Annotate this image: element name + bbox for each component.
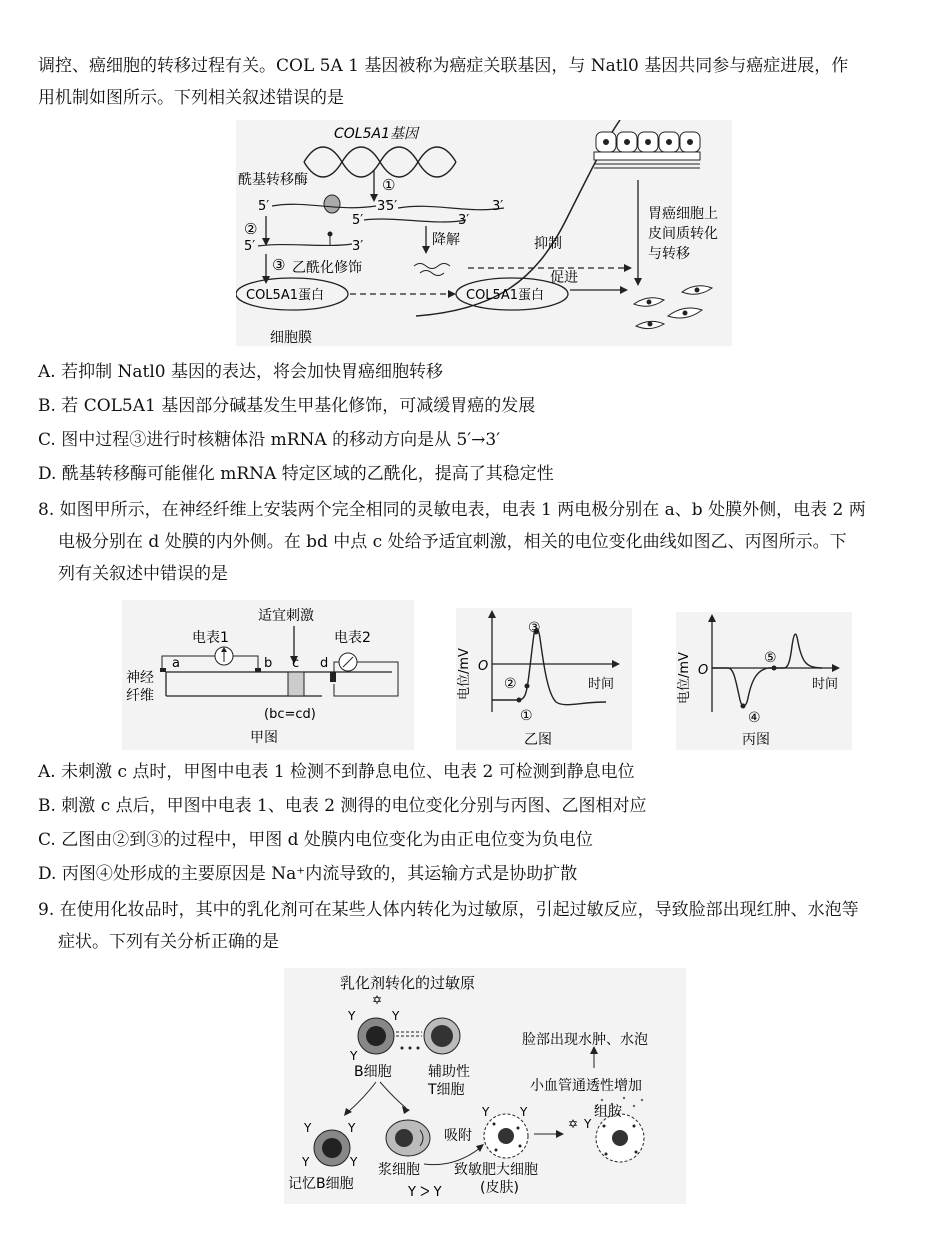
membrane-label: 细胞膜 [270,330,312,346]
enzyme-icon [324,195,340,213]
acetyl-group-icon [328,232,333,237]
svg-text:Y: Y [350,1049,358,1063]
svg-text:②: ② [244,220,258,238]
meter2-label: 电表2 [334,630,371,646]
svg-text:Y: Y [482,1105,490,1119]
svg-text:Y: Y [348,1009,356,1023]
q8-option-a: A. 未刺激 c 点时，甲图中电表 1 检测不到静息电位、电表 2 可检测到静息电位 [38,762,635,782]
inhibit-label: 抑制 [534,236,562,252]
svg-text:Y: Y [348,1121,356,1135]
meter1-label: 电表1 [192,630,229,646]
q9-figure [284,968,686,1204]
dna-strand-2 [304,147,456,177]
yi-ylabel: 电位/mV [457,648,472,700]
svg-text:Y ᐳ Y: Y ᐳ Y [408,1185,442,1200]
svg-text:Y: Y [520,1105,528,1119]
svg-text:a: a [172,656,180,671]
q7-figure [236,120,732,346]
promote-label: 促进 [550,270,578,286]
svg-text:①: ① [382,176,396,194]
gene-label: COL5A1基因 [334,126,418,142]
svg-text:5′: 5′ [244,239,256,254]
svg-text:✡: ✡ [372,993,383,1007]
protein-label-1: COL5A1蛋白 [246,288,324,303]
vessel-label: 小血管通透性增加 [530,1078,642,1094]
svg-text:神经: 神经 [126,670,154,686]
svg-text:⑤: ⑤ [764,650,777,666]
q7-option-a: A. 若抑制 Natl0 基因的表达，将会加快胃癌细胞转移 [38,362,443,382]
q9-stem-line2: 症状。下列有关分析正确的是 [58,932,279,952]
bing-caption: 丙图 [742,732,770,748]
mast-line1: 致敏肥大细胞 [454,1162,538,1178]
svg-text:T细胞: T细胞 [428,1082,465,1098]
svg-text:✡: ✡ [568,1117,579,1131]
svg-text:纤维: 纤维 [126,688,154,704]
mast-cell-icon [481,1105,528,1158]
svg-text:3′: 3′ [492,199,504,214]
svg-text:3′: 3′ [458,213,470,228]
bing-ylabel: 电位/mV [677,652,692,704]
yi-caption: 乙图 [524,732,552,748]
q7-stem-line1: 调控、癌细胞的转移过程有关。COL 5A 1 基因被称为癌症关联基因，与 Natl0 基因共同参与癌症进展，作 [38,56,849,76]
histamine-label: 组胺 [594,1104,622,1120]
face-label: 脸部出现水肿、水泡 [522,1032,648,1048]
q8-figure-bing [676,612,852,750]
q8-option-b: B. 刺激 c 点后，甲图中电表 1、电表 2 测得的电位变化分别与丙图、乙图相对应 [38,796,647,816]
plasma-cell-icon [386,1120,430,1156]
svg-text:时间: 时间 [812,677,839,692]
svg-text:(bc=cd): (bc=cd) [264,707,316,722]
svg-text:时间: 时间 [588,677,615,692]
protein-label-2: COL5A1蛋白 [466,288,544,303]
svg-text:b: b [264,656,273,671]
b-cell-icon [347,1009,400,1063]
svg-text:①: ① [520,708,533,724]
stimulus-label: 适宜刺激 [258,608,314,624]
helper-t-cell-icon [424,1018,460,1054]
svg-text:d: d [320,656,329,671]
svg-text:5′: 5′ [386,199,398,214]
q8-figure-jia [122,600,414,750]
bing-curve [712,634,822,706]
enzyme-label: 酰基转移酶 [238,172,308,188]
svg-text:辅助性: 辅助性 [428,1064,470,1080]
q8-figure-yi [456,608,632,750]
svg-text:Y: Y [350,1155,358,1169]
q8-stem-line2: 电极分别在 d 处膜的内外侧。在 bd 中点 c 处给予适宜刺激，相关的电位变化曲线如图乙、丙图所示。下 [58,532,847,552]
svg-text:④: ④ [748,710,761,726]
q8-stem-line3: 列有关叙述中错误的是 [58,564,228,584]
svg-text:O: O [478,659,489,674]
yi-curve [492,628,606,704]
svg-text:(皮肤): (皮肤) [480,1180,519,1196]
q7-option-d: D. 酰基转移酶可能催化 mRNA 特定区域的乙酰化，提高了其稳定性 [38,464,554,484]
svg-text:Y: Y [392,1009,400,1023]
plasma-label: 浆细胞 [378,1162,420,1178]
memory-b-cell-icon [301,1121,358,1169]
svg-text:②: ② [504,676,517,692]
svg-text:Y: Y [584,1117,592,1131]
q7-option-b: B. 若 COL5A1 基因部分碱基发生甲基化修饰，可减缓胃癌的发展 [38,396,536,416]
b-cell-label: B细胞 [354,1064,392,1080]
svg-text:O: O [698,663,709,678]
emt-line1: 胃癌细胞上 [648,206,718,222]
jia-caption: 甲图 [250,730,278,746]
q8-stem-line1: 8. 如图甲所示，在神经纤维上安装两个完全相同的灵敏电表，电表 1 两电极分别在 a、b 处膜外侧，电表 2 两 [38,500,866,520]
svg-text:③: ③ [272,256,286,274]
stimulus-point-c [288,672,304,696]
allergen-label: 乳化剂转化的过敏原 [340,974,476,992]
emt-line2: 皮间质转化 [648,226,718,242]
svg-text:Y: Y [304,1121,312,1135]
svg-text:c: c [292,656,300,671]
svg-text:5′: 5′ [352,213,364,228]
cell-membrane-curve [416,120,620,316]
adsorb-label: 吸附 [444,1128,472,1144]
emt-line3: 与转移 [648,246,690,262]
q9-stem-line1: 9. 在使用化妆品时，其中的乳化剂可在某些人体内转化为过敏原，引起过敏反应，导致脸部出现红肿、水泡等 [38,900,859,920]
degrade-label: 降解 [432,232,460,248]
epithelial-cells-icon [594,132,700,168]
q7-stem-line2: 用机制如图所示。下列相关叙述错误的是 [38,88,344,108]
svg-text:5′: 5′ [258,199,270,214]
q8-option-c: C. 乙图由②到③的过程中，甲图 d 处膜内电位变化为由正电位变为负电位 [38,830,593,850]
acetylation-label: 乙酰化修饰 [292,260,362,276]
memory-b-label: 记忆B细胞 [288,1176,354,1192]
svg-text:3′: 3′ [352,239,364,254]
svg-text:3′: 3′ [377,199,389,214]
svg-text:③: ③ [528,620,541,636]
svg-text:Y: Y [302,1155,310,1169]
migrating-cells-icon [634,286,712,329]
q7-option-c: C. 图中过程③进行时核糖体沿 mRNA 的移动方向是从 5′→3′ [38,430,501,450]
q8-option-d: D. 丙图④处形成的主要原因是 Na⁺内流导致的，其运输方式是协助扩散 [38,864,578,884]
